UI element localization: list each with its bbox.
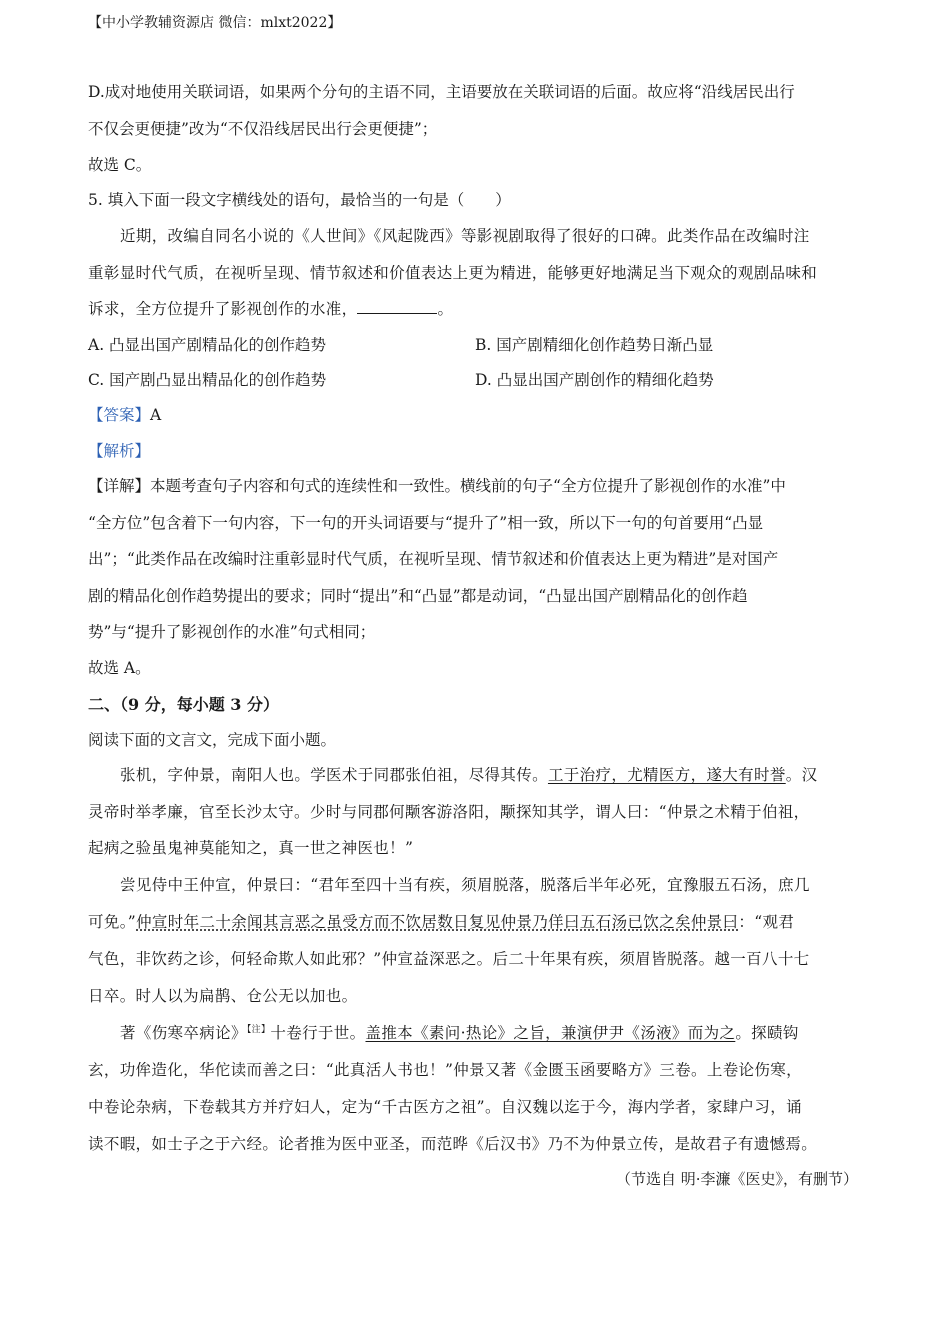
detail-line2: “全方位”包含着下一句内容，下一句的开头词语要与“提升了”相一致，所以下一句的句首要用“凸显 (88, 514, 764, 532)
q5-passage-line3 (88, 297, 453, 319)
p3-l1-pre: 著《伤寒卒病论》 (120, 1024, 247, 1042)
q5-option-b: B. 国产剧精细化创作趋势日渐凸显 (475, 336, 714, 354)
q4-answer: 故选 C。 (88, 156, 152, 174)
section2-title: 二、（9 分，每小题 3 分） (88, 695, 279, 714)
passage-p3-line4: 读不暇，如士子之于六经。论者推为医中亚圣，而范晔《后汉书》乃不为仲景立传，是故君子有遗憾焉。 (88, 1135, 818, 1153)
p2-l2-pre: 可免。” (88, 913, 137, 931)
passage-source: （节选自 明·李濂《医史》，有删节） (615, 1170, 858, 1188)
footnote-marker: 【注】 (246, 1024, 271, 1035)
p1-l1-post: 。汉 (785, 766, 818, 784)
answer-value: A (150, 406, 162, 424)
p3-l1-mid: 十卷行于世。 (270, 1024, 366, 1042)
passage-p3-line1 (120, 1021, 799, 1043)
passage-p3-line3: 中卷论杂病，下卷载其方并疗妇人，定为“千古医方之祖”。自汉魏以迄于今，海内学者，家肆户习，诵 (88, 1098, 802, 1116)
q5-stem: 5. 填入下面一段文字横线处的语句，最恰当的一句是（ ） (88, 191, 511, 209)
p3-l1-post: 。探赜钩 (735, 1024, 799, 1042)
passage-p2-line2 (88, 910, 794, 932)
q5-passage-line3-text: 诉求，全方位提升了影视创作的水准， (88, 300, 358, 318)
passage-p3-line2: 玄，功侔造化，华佗读而善之曰：“此真活人书也！”仲景又著《金匮玉函要略方》三卷。上卷论伤寒， (88, 1061, 802, 1079)
q5-option-d: D. 凸显出国产剧创作的精细化趋势 (475, 371, 714, 389)
passage-p2-line4: 日卒。时人以为扁鹊、仓公无以加也。 (88, 987, 358, 1005)
detail-line4: 剧的精品化创作趋势提出的要求；同时“提出”和“凸显”都是动词，“凸显出国产剧精品化的创作趋 (88, 587, 748, 605)
analysis-label: 【解析】 (88, 442, 151, 460)
detail-line5: 势”与“提升了影视创作的水准”句式相同； (88, 623, 376, 641)
section2-intro: 阅读下面的文言文，完成下面小题。 (88, 731, 337, 749)
detail-line3: 出”；“此类作品在改编时注重彰显时代气质，在视听呈现、情节叙述和价值表达上更为精进”是对国产 (88, 550, 779, 568)
p2-dotted-sentence: 仲宣时年二十余闻其言恶之虽受方而不饮居数日复见仲景乃佯曰五石汤已饮之矣仲景曰 (136, 913, 739, 931)
q5-option-c: C. 国产剧凸显出精品化的创作趋势 (88, 371, 327, 389)
page-header: 【中小学教辅资源店 微信：mlxt2022】 (88, 15, 342, 31)
passage-p1-line1 (120, 763, 817, 785)
q4-option-d-explanation-line1: D.成对地使用关联词语，如果两个分句的主语不同，主语要放在关联词语的后面。故应将“沿线居民出行 (88, 83, 795, 101)
q5-option-a: A. 凸显出国产剧精品化的创作趋势 (88, 336, 327, 354)
p1-underlined-sentence: 工于治疗，尤精医方，遂大有时誉 (547, 766, 786, 784)
q5-passage-line1: 近期，改编自同名小说的《人世间》《风起陇西》等影视剧取得了很好的口碑。此类作品在改编时注 (120, 227, 810, 245)
q5-answer-row (88, 403, 161, 425)
passage-p1-line3: 起病之验虽鬼神莫能知之，真一世之神医也！” (88, 839, 414, 857)
detail-label: 【详解】 (88, 477, 151, 495)
q5-answer-blank (357, 301, 437, 314)
p3-underlined-sentence: 盖推本《素问·热论》之旨，兼演伊尹《汤液》而为之 (365, 1024, 736, 1042)
q4-option-d-explanation-line2: 不仅会更便捷”改为“不仅沿线居民出行会更便捷”； (88, 120, 438, 138)
passage-p1-line2: 灵帝时举孝廉，官至长沙太守。少时与同郡何颙客游洛阳，颙探知其学，谓人曰：“仲景之术精于伯祖， (88, 803, 810, 821)
q5-passage-line2: 重彰显时代气质，在视听呈现、情节叙述和价值表达上更为精进，能够更好地满足当下观众的观剧品味和 (88, 264, 818, 282)
p2-l2-post: ：“观君 (738, 913, 795, 931)
detail-text-line1: 本题考查句子内容和句式的连续性和一致性。横线前的句子“全方位提升了影视创作的水准”中 (150, 477, 786, 495)
q5-passage-end: 。 (437, 300, 454, 318)
q5-conclusion: 故选 A。 (88, 659, 151, 677)
passage-p2-line1: 尝见侍中王仲宣，仲景曰：“君年至四十当有疾，须眉脱落，脱落后半年必死，宜豫服五石汤，庶几 (120, 876, 810, 894)
detail-line1 (88, 474, 786, 496)
passage-p2-line3: 气色，非饮药之诊，何轻命欺人如此邪？”仲宣益深恶之。后二十年果有疾，须眉皆脱落。越一百八十七 (88, 950, 810, 968)
p1-l1-pre: 张机，字仲景，南阳人也。学医术于同郡张伯祖，尽得其传。 (120, 766, 548, 784)
answer-label: 【答案】 (88, 406, 151, 424)
